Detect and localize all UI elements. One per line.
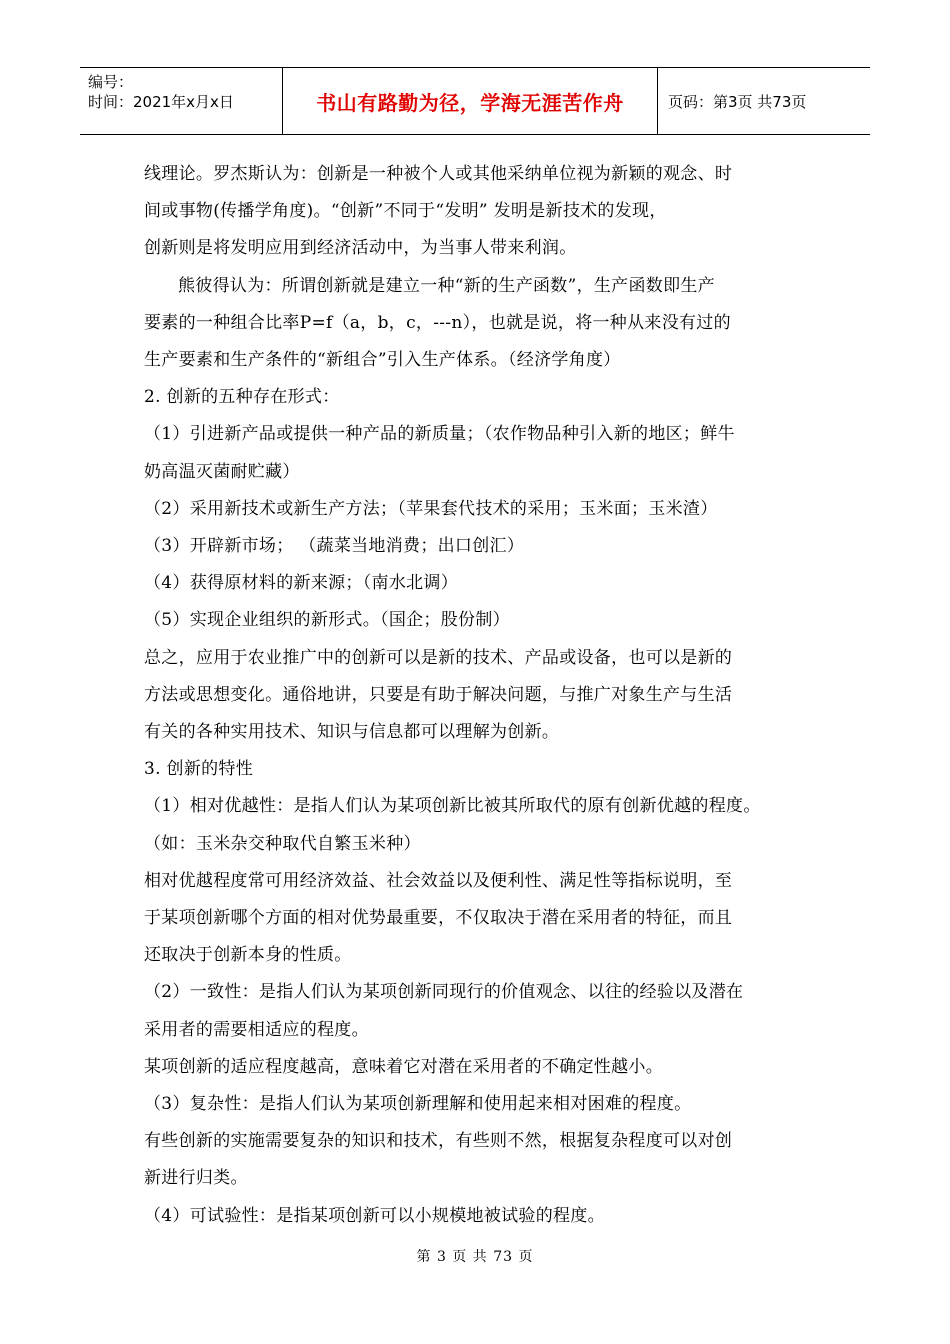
body-line: （1）引进新产品或提供一种产品的新质量；（农作物品种引入新的地区；鲜牛 — [144, 424, 735, 445]
body-line: （2）采用新技术或新生产方法；（苹果套代技术的采用；玉米面；玉米渣） — [144, 498, 718, 519]
section-heading: 2. 创新的五种存在形式： — [144, 387, 340, 408]
body-line: 生产要素和生产条件的“新组合”引入生产体系。（经济学角度） — [144, 350, 621, 371]
document-body — [144, 156, 824, 1235]
body-line: 线理论。罗杰斯认为：创新是一种被个人或其他采纳单位视为新颖的观念、时 — [144, 164, 733, 184]
body-line: 有些创新的实施需要复杂的知识和技术，有些则不然，根据复杂程度可以对创 — [144, 1131, 733, 1152]
body-line: 总之，应用于农业推广中的创新可以是新的技术、产品或设备，也可以是新的 — [144, 647, 733, 668]
body-line: 奶高温灭菌耐贮藏） — [144, 461, 300, 482]
body-line: 方法或思想变化。通俗地讲，只要是有助于解决问题，与推广对象生产与生活 — [144, 684, 733, 705]
body-line: 有关的各种实用技术、知识与信息都可以理解为创新。 — [144, 722, 560, 743]
header-motto: 书山有路勤为径，学海无涯苦作舟 — [282, 68, 658, 134]
body-line: 新进行归类。 — [144, 1168, 248, 1189]
page-header — [80, 67, 870, 135]
section-heading: 3. 创新的特性 — [144, 759, 254, 780]
body-line: （2）一致性：是指人们认为某项创新同现行的价值观念、以往的经验以及潜在 — [144, 982, 744, 1003]
body-line: （5）实现企业组织的新形式。（国企；股份制） — [144, 610, 510, 631]
body-line: （3）复杂性：是指人们认为某项创新理解和使用起来相对困难的程度。 — [144, 1094, 692, 1115]
body-line: （如：玉米杂交种取代自繁玉米种） — [144, 833, 421, 854]
body-line: （4）可试验性：是指某项创新可以小规模地被试验的程度。 — [144, 1205, 605, 1226]
body-line: 某项创新的适应程度越高，意味着它对潜在采用者的不确定性越小。 — [144, 1056, 663, 1077]
document-date-label: 时间：2021年x月x日 — [88, 93, 234, 111]
body-line: 还取决于创新本身的性质。 — [144, 945, 352, 966]
body-line: 采用者的需要相适应的程度。 — [144, 1019, 369, 1040]
body-line: （4）获得原材料的新来源；（南水北调） — [144, 573, 459, 594]
body-line: 要素的一种组合比率P=f（a，b，c，---n），也就是说，将一种从来没有过的 — [144, 312, 731, 333]
header-meta — [80, 68, 282, 134]
body-line: 创新则是将发明应用到经济活动中，为当事人带来利润。 — [144, 238, 577, 259]
page-footer: 第 3 页 共 73 页 — [416, 1249, 534, 1265]
body-line: 间或事物(传播学角度)。“创新”不同于“发明” 发明是新技术的发现， — [144, 201, 667, 222]
body-line: 于某项创新哪个方面的相对优势最重要，不仅取决于潜在采用者的特征，而且 — [144, 908, 733, 929]
body-line: （3）开辟新市场； （蔬菜当地消费；出口创汇） — [144, 536, 525, 557]
body-line: 相对优越程度常可用经济效益、社会效益以及便利性、满足性等指标说明，至 — [144, 870, 733, 891]
body-line: （1）相对优越性：是指人们认为某项创新比被其所取代的原有创新优越的程度。 — [144, 796, 761, 817]
document-number-label: 编号： — [88, 73, 134, 91]
header-page-label: 页码：第3页 共73页 — [668, 92, 807, 111]
body-line: 熊彼得认为：所谓创新就是建立一种“新的生产函数”，生产函数即生产 — [178, 275, 715, 296]
